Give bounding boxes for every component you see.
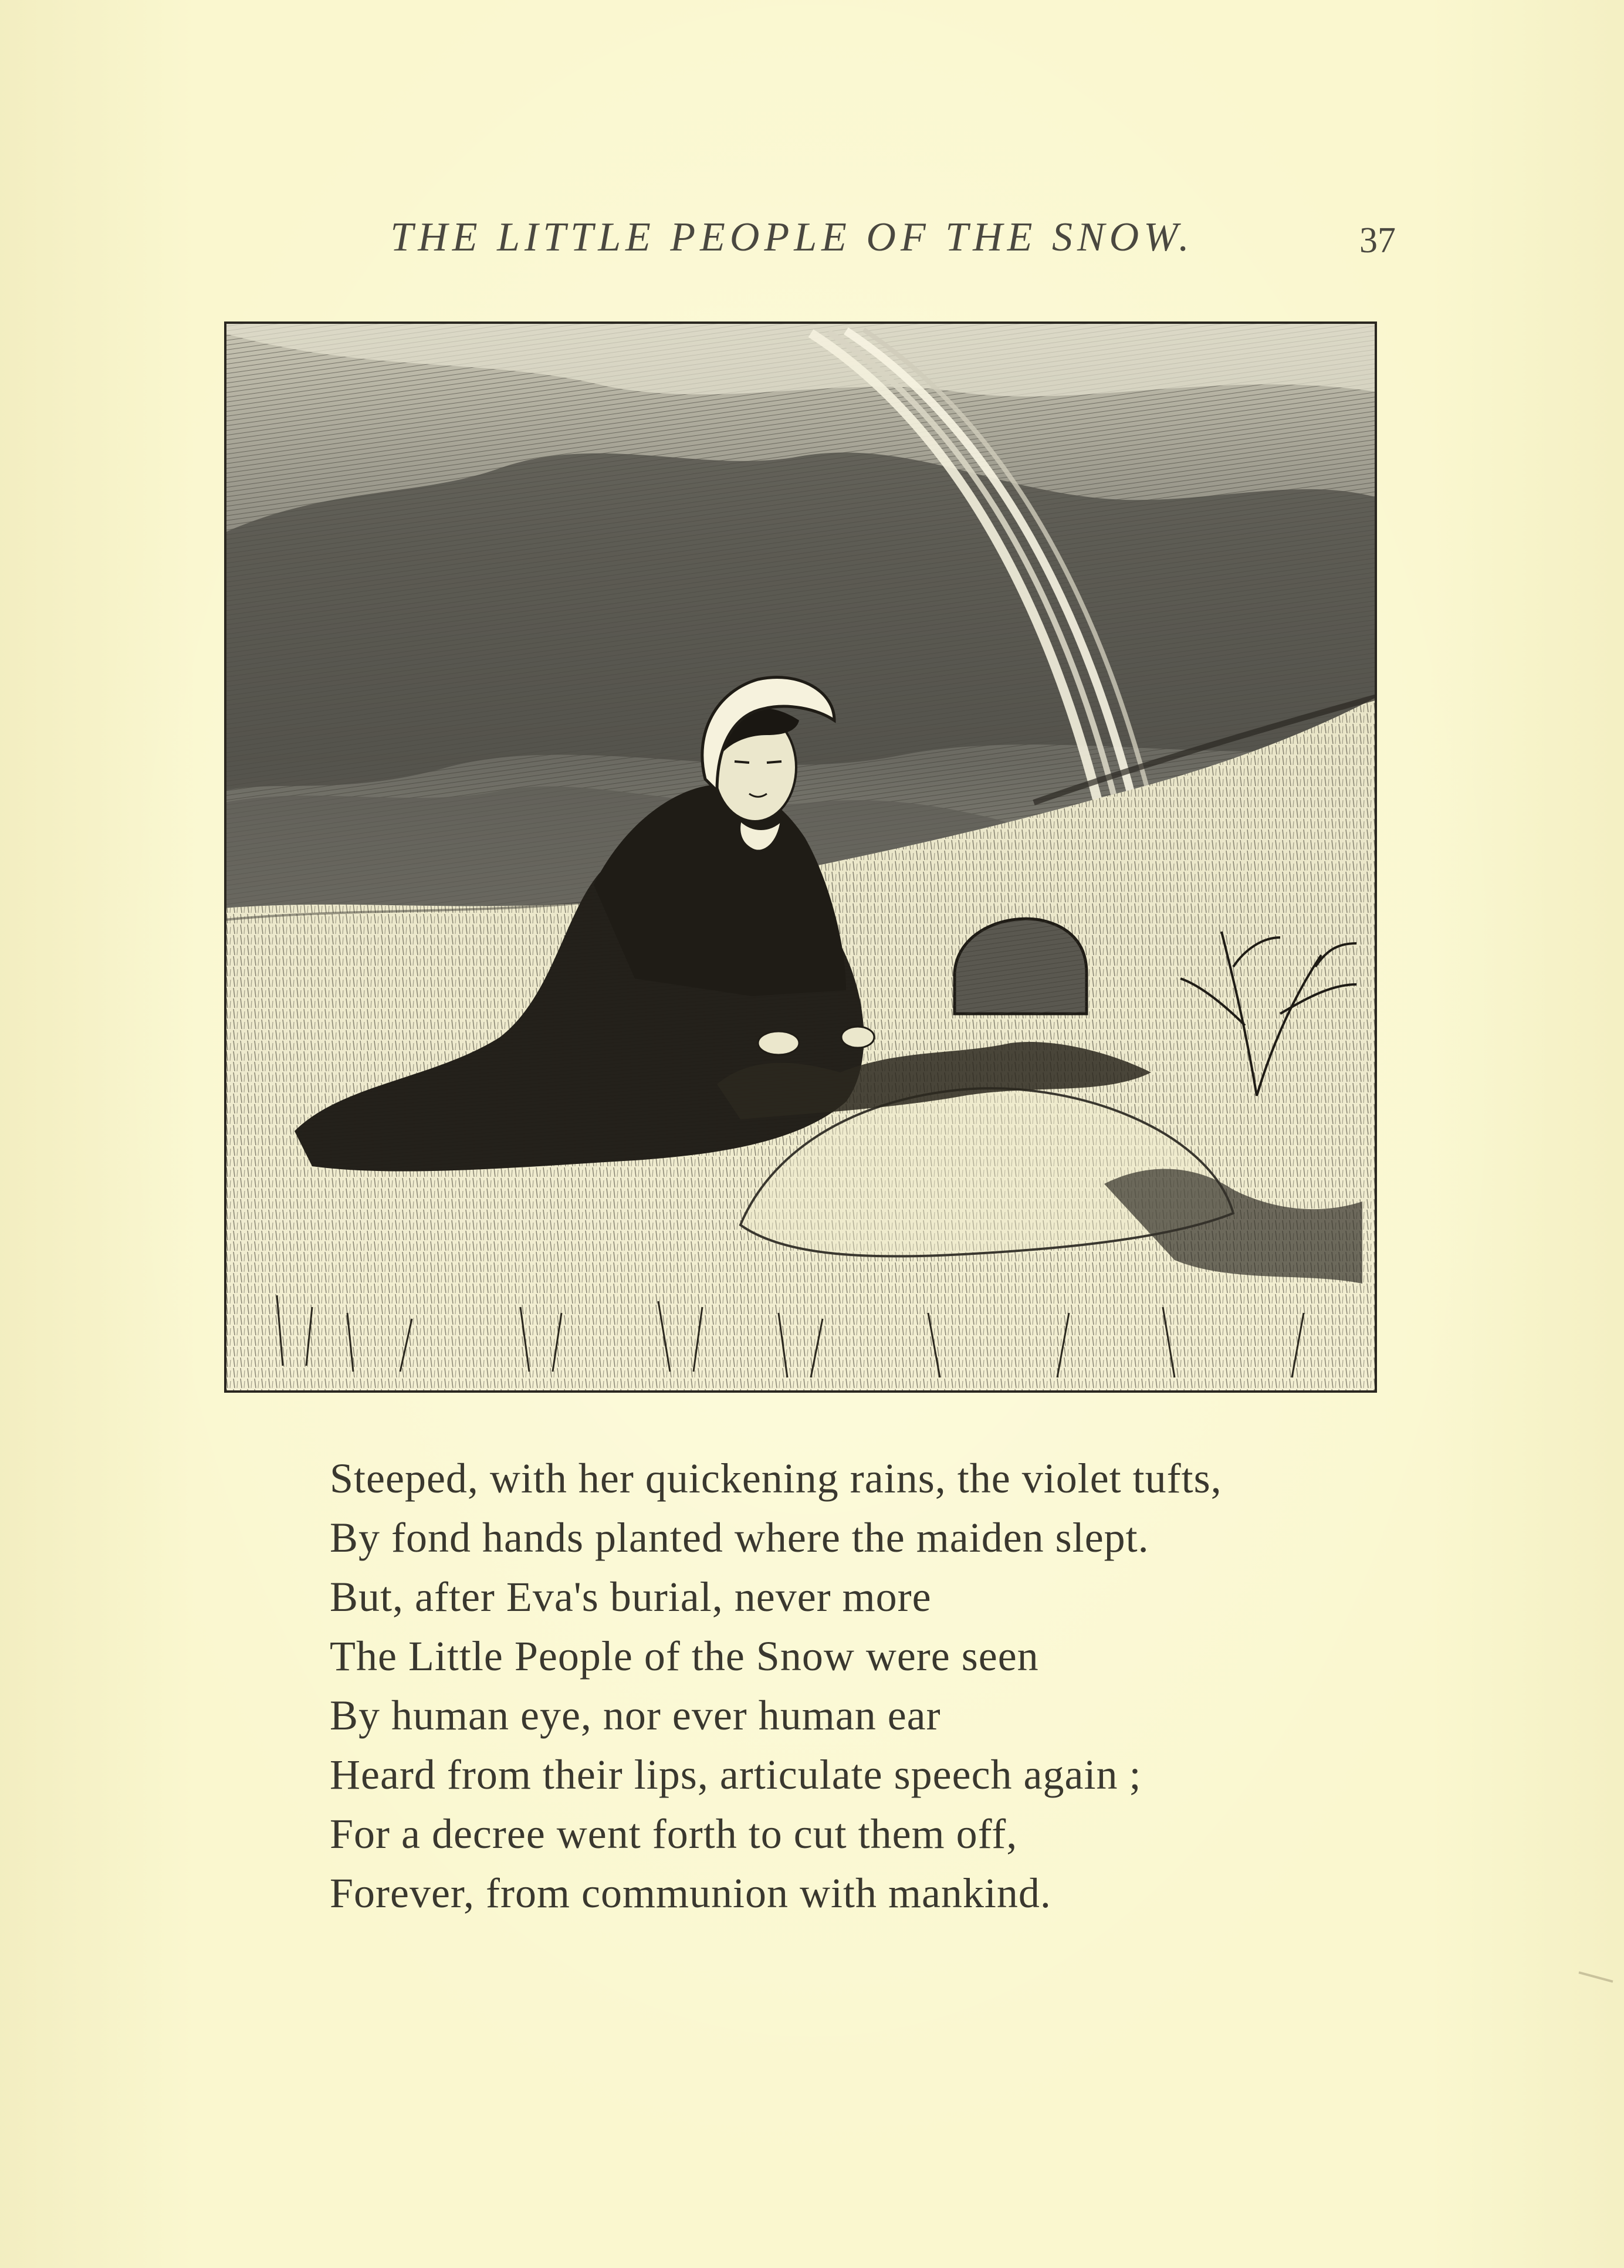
- dark-cloud-bank: [224, 452, 1377, 791]
- woman-eye-right: [767, 761, 781, 763]
- paper-speck: [1579, 1971, 1613, 1982]
- woman-hand-left: [758, 1031, 799, 1055]
- poem-line: But, after Eva's burial, never more: [330, 1573, 932, 1620]
- poem-line: The Little People of the Snow were seen: [330, 1633, 1039, 1680]
- page-number: 37: [1359, 221, 1396, 260]
- woman-hand-right: [841, 1027, 874, 1048]
- engraving-illustration: [224, 321, 1377, 1393]
- poem-line: Steeped, with her quickening rains, the violet tufts,: [330, 1455, 1222, 1502]
- engraving-svg: [224, 321, 1377, 1393]
- running-head: THE LITTLE PEOPLE OF THE SNOW.: [390, 215, 1194, 260]
- woman-eye-left: [735, 761, 749, 763]
- poem-stanza: [330, 1449, 1444, 1923]
- poem-line: For a decree went forth to cut them off,: [330, 1810, 1018, 1857]
- poem-line: Forever, from communion with mankind.: [330, 1870, 1051, 1917]
- poem-line: By fond hands planted where the maiden slept.: [330, 1514, 1149, 1561]
- poem-line: By human eye, nor ever human ear: [330, 1692, 941, 1739]
- poem-line: Heard from their lips, articulate speech again ;: [330, 1751, 1142, 1798]
